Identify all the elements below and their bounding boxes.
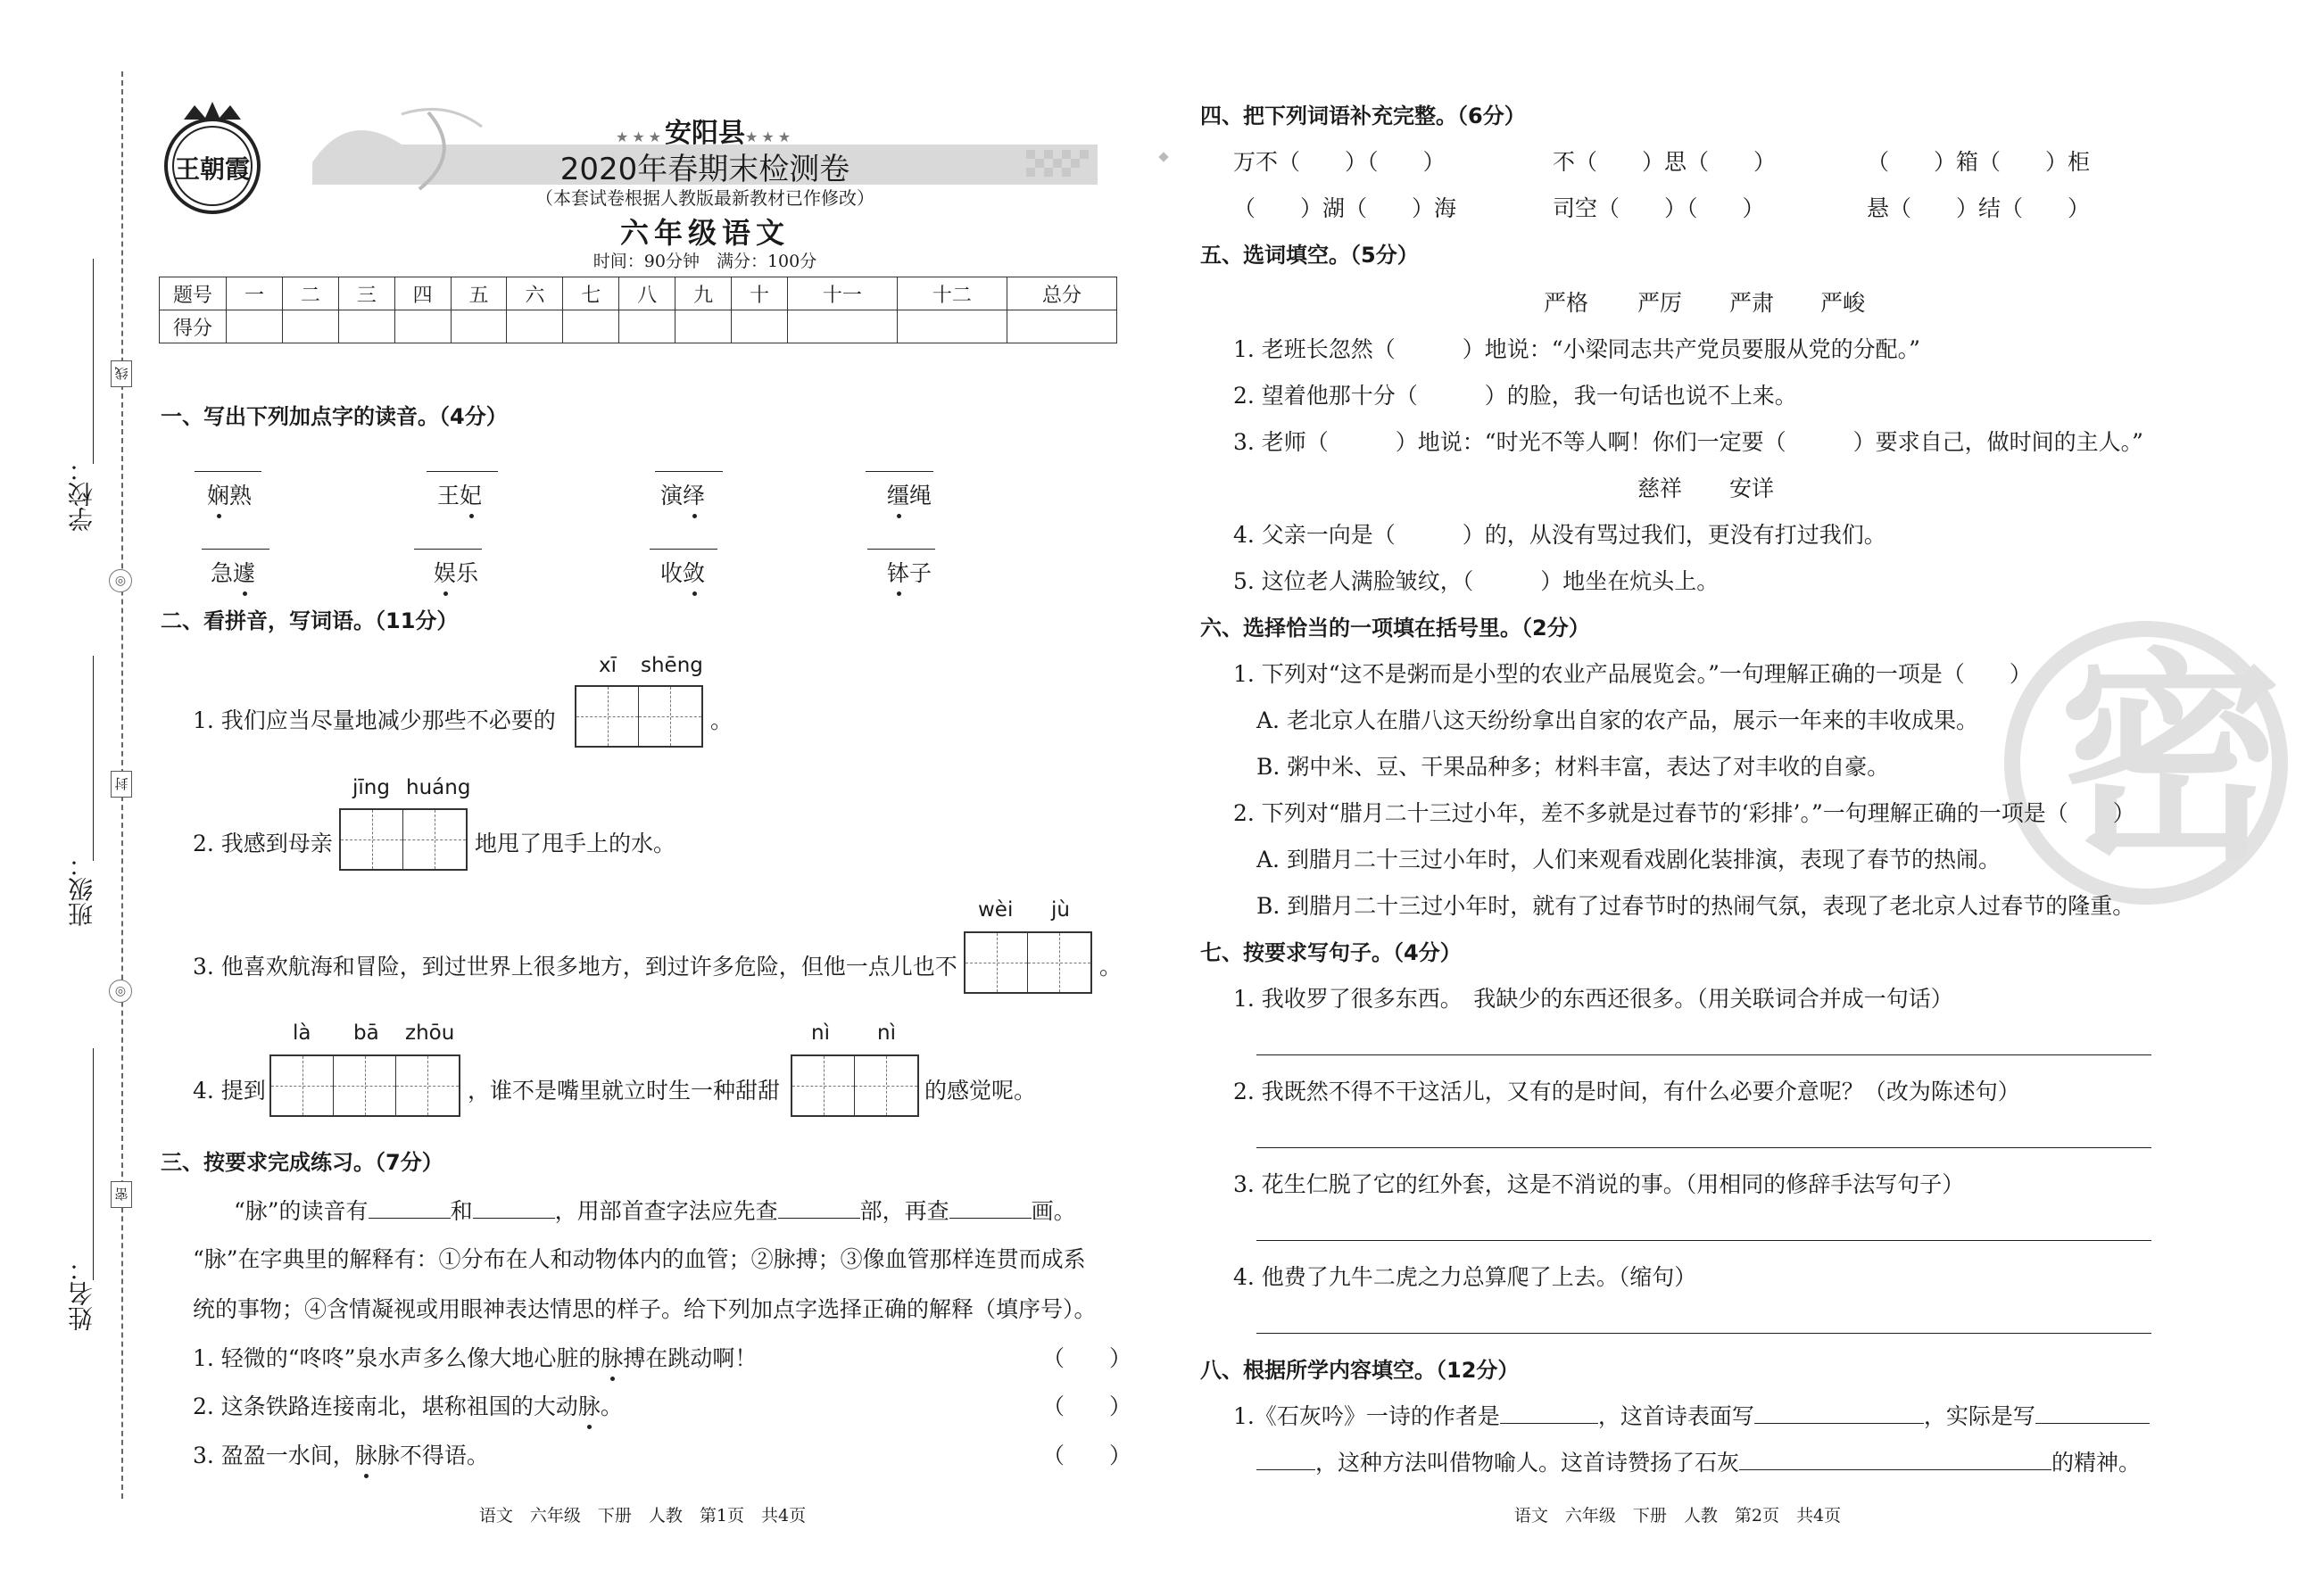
pinyin-answer-line[interactable] — [867, 549, 935, 550]
tianzige-answer-grid[interactable] — [339, 808, 468, 871]
s5-q1: 1. 老班长忽然（ ）地说：“小梁同志共产党员要服从党的分配。” — [1233, 336, 1920, 362]
pinyin: xī — [599, 654, 617, 677]
seal-mark-line: 线 — [111, 360, 132, 387]
score-cell[interactable] — [394, 310, 451, 343]
score-col: 十一 — [787, 277, 897, 310]
s8-line2: ，这种方法叫借物喻人。这首诗赞扬了石灰 的精神。 — [1256, 1445, 2141, 1477]
s7-q3: 3. 花生仁脱了它的红外套，这是不消说的事。（用相同的修辞手法写句子） — [1233, 1171, 1965, 1197]
section6-title: 六、选择恰当的一项填在括号里。（2分） — [1200, 616, 1590, 641]
section5-title: 五、选词填空。（5分） — [1200, 243, 1419, 268]
s5-q2: 2. 望着他那十分（ ）的脸，我一句话也说不上来。 — [1233, 383, 1797, 409]
word-item: 演绎 — [660, 478, 705, 510]
idiom-item: （ ）湖（ ）海 — [1233, 195, 1457, 221]
school-write-line — [93, 259, 94, 464]
score-col: 七 — [563, 277, 619, 310]
score-total: 总分 — [1007, 277, 1116, 310]
idiom-item: 悬（ ）结（ ） — [1867, 195, 2091, 221]
s5-q4: 4. 父亲一向是（ ）的，从没有骂过我们，更没有打过我们。 — [1233, 522, 1886, 548]
q2-3-text: 3. 他喜欢航海和冒险，到过世界上很多地方，到过许多危险，但他一点儿也不 — [193, 954, 957, 980]
score-col: 三 — [338, 277, 394, 310]
score-cell[interactable] — [563, 310, 619, 343]
tianzige-answer-grid[interactable] — [269, 1054, 460, 1117]
brand-logo-text: 王朝霞 — [174, 154, 250, 184]
score-value-row — [160, 310, 1117, 343]
pinyin-answer-line[interactable] — [202, 549, 269, 550]
score-col: 四 — [394, 277, 451, 310]
answer-line[interactable] — [1256, 1147, 2151, 1148]
section2-title: 二、看拼音，写词语。（11分） — [161, 608, 459, 633]
s5-q3: 3. 老师（ ）地说：“时光不等人啊！你们一定要（ ）要求自己，做时间的主人。” — [1233, 429, 2143, 455]
answer-line[interactable] — [1256, 1333, 2151, 1334]
answer-blank[interactable] — [2035, 1422, 2150, 1424]
answer-line[interactable] — [1256, 1054, 2151, 1055]
q2-1-end: 。 — [710, 707, 733, 733]
score-cell[interactable] — [897, 310, 1007, 343]
name-label: 姓名： — [67, 1256, 96, 1331]
class-label: 班级： — [67, 852, 96, 927]
idiom-item: 不（ ）思（ ） — [1553, 149, 1777, 175]
s6-q1-option-b: B. 粥中米、豆、干果品种多；材料丰富，表达了对丰收的自豪。 — [1256, 754, 1890, 780]
pinyin: jù — [1051, 898, 1070, 922]
s3-q3: 3. 盈盈一水间，脉脉不得语。 — [193, 1438, 489, 1470]
page1-footer: 语文 六年级 下册 人教 第1页 共4页 — [478, 1506, 807, 1526]
s3-line1: “脉”的读音有 和 ，用部首查字法应先查 部，再查 画。 — [234, 1198, 1076, 1224]
answer-blank[interactable] — [473, 1217, 555, 1219]
score-col: 一 — [227, 277, 283, 310]
pinyin: wèi — [978, 898, 1014, 922]
pinyin-answer-line[interactable] — [414, 549, 482, 550]
score-label: 得分 — [160, 310, 227, 343]
answer-paren[interactable]: （ ） — [1042, 1443, 1132, 1468]
answer-paren[interactable]: （ ） — [1042, 1393, 1132, 1419]
name-write-line — [93, 1048, 94, 1280]
score-col: 八 — [619, 277, 675, 310]
idiom-item: （ ）箱（ ）柜 — [1867, 149, 2091, 175]
score-cell[interactable] — [675, 310, 732, 343]
pinyin: shēng — [641, 654, 703, 677]
score-cell[interactable] — [787, 310, 897, 343]
s6-q1-option-a: A. 老北京人在腊八这天纷纷拿出自家的农产品，展示一年来的丰收成果。 — [1256, 707, 1978, 733]
idiom-item: 万不（ ）（ ） — [1233, 149, 1446, 175]
pinyin: jīng — [352, 776, 390, 799]
word-item: 缰绳 — [887, 478, 932, 510]
score-label: 题号 — [160, 277, 227, 310]
staple-icon: ◎ — [109, 980, 132, 1003]
s8-line1: 1.《石灰吟》一诗的作者是 ，这首诗表面写 ，实际是写 — [1233, 1399, 2150, 1431]
score-cell[interactable] — [338, 310, 394, 343]
tianzige-answer-grid[interactable] — [964, 931, 1092, 994]
score-cell[interactable] — [732, 310, 788, 343]
s7-q4: 4. 他费了九牛二虎之力总算爬了上去。（缩句） — [1233, 1264, 1697, 1290]
page2-footer: 语文 六年级 下册 人教 第2页 共4页 — [1513, 1506, 1842, 1526]
q2-4-mid: ，谁不是嘴里就立时生一种甜甜 — [468, 1078, 781, 1104]
s5-q5: 5. 这位老人满脸皱纹，（ ）地坐在炕头上。 — [1233, 568, 1720, 594]
word-choice: 安详 — [1729, 475, 1775, 501]
s6-q2-option-a: A. 到腊月二十三过小年时，人们来观看戏剧化装排演，表现了春节的热闹。 — [1256, 847, 2001, 872]
word-choice: 严格 — [1544, 290, 1589, 316]
pinyin: nì — [877, 1021, 896, 1045]
word-choice: 严厉 — [1637, 290, 1683, 316]
s3-line2: “脉”在字典里的解释有：①分布在人和动物体内的血管；②脉搏；③像血管那样连贯而成系 — [193, 1246, 1086, 1272]
answer-blank[interactable] — [949, 1217, 1032, 1219]
word-choice: 慈祥 — [1637, 475, 1683, 501]
idiom-item: 司空（ ）（ ） — [1553, 195, 1765, 221]
exam-note: （本套试卷根据人教版最新教材已作修改） — [535, 187, 874, 209]
section4-title: 四、把下列词语补充完整。（6分） — [1200, 103, 1526, 128]
seal-mark-secret: 密 — [111, 1181, 132, 1208]
score-table — [159, 277, 1117, 343]
staple-icon: ◎ — [109, 569, 132, 592]
word-item: 娴熟 — [207, 478, 252, 510]
s3-line3: 统的事物；④含情凝视或用眼神表达情思的样子。给下列加点字选择正确的解释（填序号）。 — [193, 1296, 1097, 1322]
answer-blank[interactable] — [1500, 1422, 1598, 1424]
score-col: 十二 — [897, 277, 1007, 310]
word-choice: 严肃 — [1729, 290, 1775, 316]
section3-title: 三、按要求完成练习。（7分） — [161, 1150, 443, 1175]
s3-q1: 1. 轻微的“咚咚”泉水声多么像大地心脏的脉搏在跳动啊！ — [193, 1341, 757, 1373]
school-label: 学校： — [67, 457, 96, 532]
pinyin: zhōu — [405, 1021, 455, 1045]
score-cell[interactable] — [619, 310, 675, 343]
pinyin: nì — [811, 1021, 830, 1045]
word-item: 收敛 — [660, 556, 705, 588]
exam-meta: 时间：90分钟 满分：100分 — [593, 252, 817, 271]
score-cell[interactable] — [507, 310, 563, 343]
answer-paren[interactable]: （ ） — [1042, 1345, 1132, 1371]
q2-2-text: 2. 我感到母亲 — [193, 831, 333, 856]
section7-title: 七、按要求写句子。（4分） — [1200, 940, 1462, 965]
q2-1-text: 1. 我们应当尽量地减少那些不必要的 — [193, 707, 556, 733]
s3-q2: 2. 这条铁路连接南北，堪称祖国的大动脉。 — [193, 1389, 623, 1421]
watermark-char: 密 — [2059, 630, 2282, 889]
answer-blank[interactable] — [1256, 1468, 1315, 1470]
pinyin-answer-line[interactable] — [655, 471, 723, 472]
score-cell[interactable] — [227, 310, 283, 343]
answer-blank[interactable] — [369, 1217, 451, 1219]
score-col: 九 — [675, 277, 732, 310]
section8-title: 八、根据所学内容填空。（12分） — [1200, 1358, 1520, 1383]
pinyin: bā — [353, 1021, 379, 1045]
checker-pattern — [1026, 143, 1115, 187]
answer-blank[interactable] — [778, 1217, 860, 1219]
score-cell[interactable] — [451, 310, 507, 343]
score-header-row — [160, 277, 1117, 310]
s7-q1: 1. 我收罗了很多东西。 我缺少的东西还很多。（用关联词合并成一句话） — [1233, 986, 1953, 1012]
pinyin-answer-line[interactable] — [195, 471, 261, 472]
word-item: 钵子 — [887, 556, 932, 588]
county-title: ★★★安阳县★★★ — [615, 118, 795, 149]
s6-q1: 1. 下列对“这不是粥而是小型的农业产品展览会。”一句理解正确的一项是（ ） — [1233, 661, 2032, 687]
pinyin: là — [293, 1021, 311, 1045]
q2-4-text: 4. 提到 — [193, 1078, 266, 1104]
score-col: 六 — [507, 277, 563, 310]
word-item: 娱乐 — [434, 556, 478, 588]
answer-line[interactable] — [1256, 1240, 2151, 1241]
q2-2-end: 地甩了甩手上的水。 — [475, 831, 676, 856]
tianzige-answer-grid[interactable] — [791, 1054, 919, 1117]
word-choice: 严峻 — [1820, 290, 1866, 316]
seal-mark-seal: 封 — [111, 771, 132, 798]
s7-q2: 2. 我既然不得不干这活儿，又有的是时间，有什么必要介意呢？（改为陈述句） — [1233, 1079, 2020, 1104]
score-col: 五 — [451, 277, 507, 310]
class-write-line — [93, 656, 94, 861]
score-cell[interactable] — [282, 310, 338, 343]
s6-q2-option-b: B. 到腊月二十三过小年时，就有了过春节时的热闹气氛，表现了老北京人过春节的隆重。 — [1256, 893, 2135, 919]
score-cell[interactable] — [1007, 310, 1116, 343]
subject-title: 六年级语文 — [619, 216, 790, 250]
pinyin-answer-line[interactable] — [650, 549, 717, 550]
score-col: 十 — [732, 277, 788, 310]
exam-title: 2020年春期末检测卷 — [559, 152, 850, 187]
q2-4-end: 的感觉呢。 — [924, 1078, 1037, 1104]
answer-blank[interactable] — [1739, 1468, 2051, 1470]
word-item: 急遽 — [211, 556, 255, 588]
q2-3-end: 。 — [1099, 954, 1123, 980]
s6-q2: 2. 下列对“腊月二十三过小年，差不多就是过春节的‘彩排’。”一句理解正确的一项是（ ） — [1233, 800, 2135, 826]
pinyin-answer-line[interactable] — [427, 471, 498, 472]
pinyin-answer-line[interactable] — [866, 471, 933, 472]
answer-blank[interactable] — [1754, 1422, 1924, 1424]
section1-title: 一、写出下列加点字的读音。（4分） — [161, 404, 508, 429]
pinyin: huáng — [406, 776, 471, 799]
score-col: 二 — [282, 277, 338, 310]
tianzige-answer-grid[interactable] — [575, 685, 703, 748]
word-item: 王妃 — [437, 478, 482, 510]
